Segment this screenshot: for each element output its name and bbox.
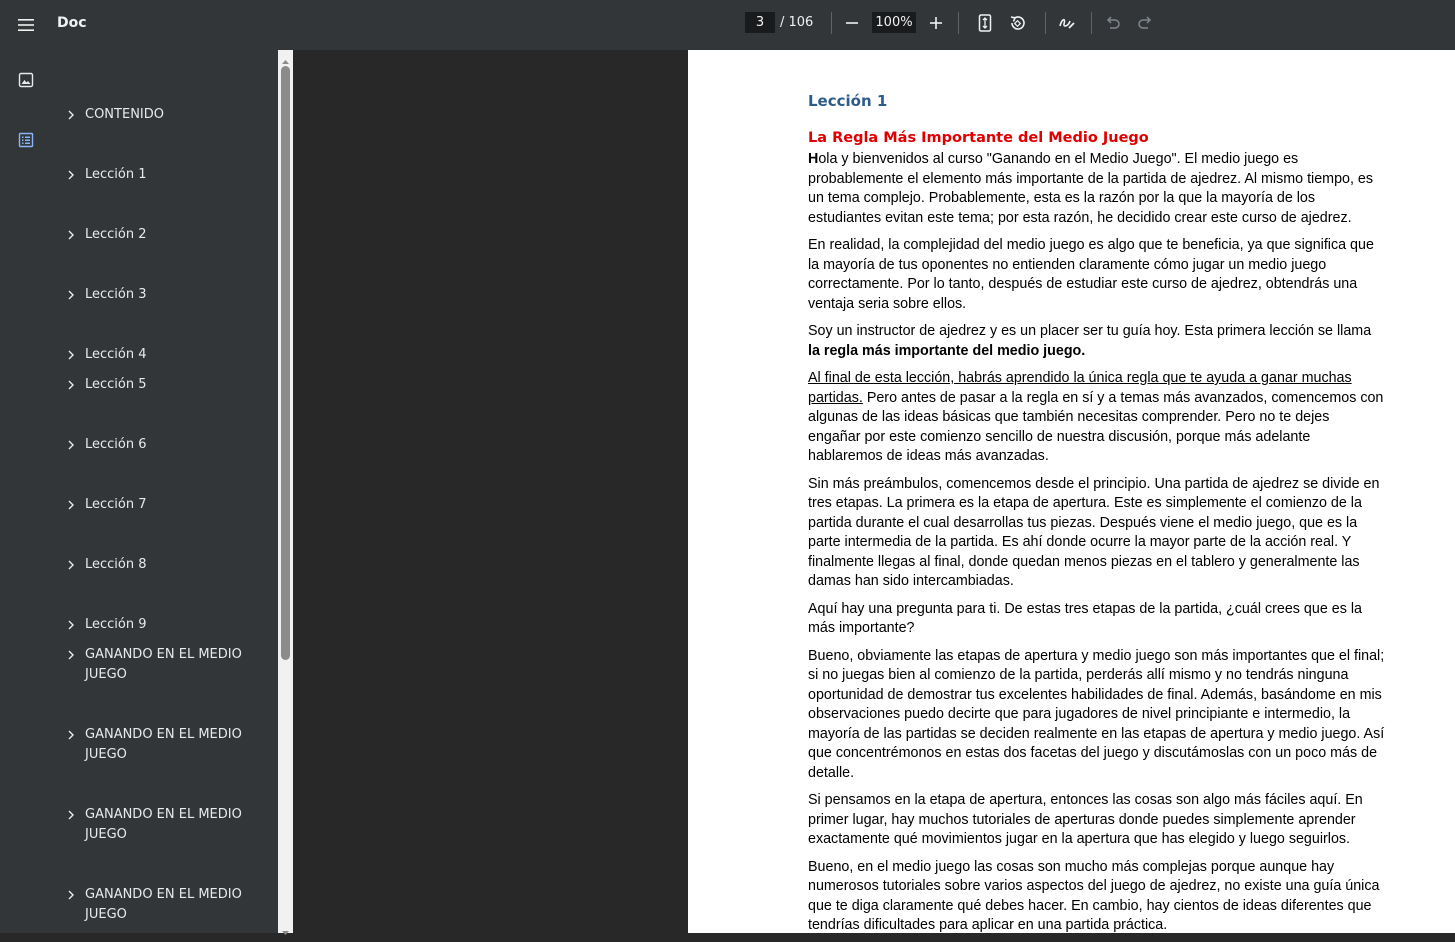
outline-item-label: Lección 4 — [85, 347, 147, 362]
zoom-out-icon[interactable] — [840, 11, 864, 35]
chevron-right-icon[interactable] — [66, 108, 76, 122]
chevron-right-icon[interactable] — [66, 438, 76, 452]
chevron-right-icon[interactable] — [66, 378, 76, 392]
outline-item-label: GANANDO EN EL MEDIO JUEGO — [85, 727, 242, 762]
outline-item-label: Lección 7 — [85, 497, 147, 512]
annotate-icon[interactable] — [1055, 11, 1079, 35]
paragraph: Bueno, en el medio juego las cosas son mucho más complejas porque aunque hay numerosos tutoriales sobre varios aspectos del juego de ajedrez, no existe una guía única que te diga claramente qué debes hacer. En cambio, hay cientos de ideas diferentes que tendrías dificultades para aplicar en una partida práctica. — [808, 858, 1380, 933]
outline-item[interactable] — [66, 888, 256, 925]
paragraph-text: Pero antes de pasar a la regla en sí y a temas más avanzados, comencemos con algunas de las ideas básicas que también necesitas comprender. Pero no te dejes engañar por este comienzo sencillo de nuestra discusión, porque más adelante hablaremos de ideas más avanzadas. — [808, 389, 1384, 464]
paragraph-text: Soy un instructor de ajedrez y es un placer ser tu guía hoy. Esta primera lección se llama — [808, 323, 1372, 339]
chevron-right-icon[interactable] — [66, 168, 76, 182]
outline-sidebar — [0, 50, 278, 933]
outline-item-label: Lección 5 — [85, 377, 147, 392]
page-total: / 106 — [780, 15, 814, 30]
outline-item-label: GANANDO EN EL MEDIO JUEGO — [85, 647, 242, 682]
viewer-background — [293, 50, 688, 933]
chevron-right-icon[interactable] — [66, 728, 76, 742]
outline-item[interactable] — [66, 808, 256, 845]
chevron-right-icon[interactable] — [66, 348, 76, 362]
menu-icon[interactable] — [14, 13, 38, 37]
chevron-right-icon[interactable] — [66, 618, 76, 632]
chevron-right-icon[interactable] — [66, 498, 76, 512]
zoom-level-input[interactable]: 100% — [872, 12, 916, 33]
toolbar-divider — [958, 12, 959, 34]
outline-item-label: GANANDO EN EL MEDIO JUEGO — [85, 887, 242, 922]
outline-item[interactable] — [66, 648, 256, 685]
chevron-right-icon[interactable] — [66, 558, 76, 572]
bold-text: la regla más importante del medio juego. — [808, 342, 1086, 359]
outline-item[interactable] — [66, 168, 256, 185]
paragraph: Bueno, obviamente las etapas de apertura y medio juego son más importantes que el final; si no juegas bien al comienzo de la partida, perderás allí mismo y no tendrás ninguna oportunidad de demostrar tus excelentes habilidades de final. Además, basándome en mis observaciones puedo decirte que para jugadores de nivel principiante e intermedio, la mayoría de las partidas se deciden realmente en las etapas de apertura y medio juego. Así que concentrémonos en estas dos facetas del juego y discutámoslas con un poco más de detalle. — [808, 647, 1385, 781]
outline-item-label: Lección 3 — [85, 287, 147, 302]
outline-item-label: Lección 1 — [85, 167, 147, 182]
outline-item-label: CONTENIDO — [85, 107, 164, 122]
document-title: Doc — [57, 15, 87, 31]
paragraph: Sin más preámbulos, comencemos desde el principio. Una partida de ajedrez se divide en tres etapas. La primera es la etapa de apertura. Este es simplemente el comienzo de la partida durante el cual desarrollas tus piezas. Después viene el medio juego, que es la parte intermedia de la partida. Es ahí donde ocurre la mayor parte de la acción real. Y finalmente llegas al final, donde quedan menos piezas en el tablero y generalmente las damas han sido intercambiadas. — [808, 475, 1380, 589]
outline-item[interactable] — [66, 558, 256, 575]
outline-item[interactable] — [66, 108, 256, 125]
outline-item-label: Lección 8 — [85, 557, 147, 572]
paragraph — [808, 369, 1385, 467]
toolbar-divider — [1091, 12, 1092, 34]
chevron-right-icon[interactable] — [66, 648, 76, 662]
rotate-icon[interactable] — [1005, 11, 1029, 35]
outline-item[interactable] — [66, 438, 256, 455]
outline-item[interactable] — [66, 498, 256, 515]
paragraph — [808, 322, 1385, 361]
thumbnails-icon[interactable] — [18, 72, 36, 90]
underlined-text: Al final de esta lección, habrás aprendido la única regla que te ayuda a ganar muchas partidas. — [808, 370, 1352, 406]
scroll-down-icon[interactable] — [281, 924, 290, 932]
toolbar-divider — [831, 12, 832, 34]
outline-item-label: Lección 9 — [85, 617, 147, 632]
drop-letter: H — [808, 151, 819, 167]
paragraph-text: ola y bienvenidos al curso "Ganando en el Medio Juego". El medio juego es probablemente el elemento más importante de la partida de ajedrez. Al mismo tiempo, es un tema complejo. Probablemente, esta es la razón por la que la mayoría de los estudiantes evitan este tema; por esta razón, he decidido crear este curso de ajedrez. — [808, 151, 1374, 226]
page-number-input[interactable]: 3 — [745, 12, 775, 33]
outline-item[interactable] — [66, 348, 256, 365]
outline-item[interactable] — [66, 288, 256, 305]
paragraph: En realidad, la complejidad del medio juego es algo que te beneficia, ya que significa que la mayoría de tus oponentes no entienden claramente cómo jugar un medio juego correctamente. Por lo tanto, después de estudiar este curso de ajedrez, obtendrás una ventaja seria sobre ellos. — [808, 237, 1374, 312]
fit-page-icon[interactable] — [973, 11, 997, 35]
zoom-in-icon[interactable] — [924, 11, 948, 35]
outline-item-label: GANANDO EN EL MEDIO JUEGO — [85, 807, 242, 842]
outline-item-label: Lección 2 — [85, 227, 147, 242]
paragraph: Aquí hay una pregunta para ti. De estas tres etapas de la partida, ¿cuál crees que es la más importante? — [808, 600, 1362, 636]
outline-icon[interactable] — [18, 132, 36, 150]
lesson-subtitle: La Regla Más Importante del Medio Juego — [808, 129, 1149, 146]
chevron-right-icon[interactable] — [66, 888, 76, 902]
outline-item[interactable] — [66, 728, 256, 765]
top-toolbar — [0, 0, 1455, 50]
outline-item-label: Lección 6 — [85, 437, 147, 452]
lesson-heading: Lección 1 — [808, 92, 888, 110]
document-page — [688, 50, 1455, 933]
toolbar-divider — [1045, 12, 1046, 34]
scroll-up-icon[interactable] — [281, 53, 290, 61]
outline-item[interactable] — [66, 378, 256, 395]
undo-icon[interactable] — [1101, 11, 1125, 35]
chevron-right-icon[interactable] — [66, 228, 76, 242]
paragraph — [808, 150, 1385, 228]
paragraph: Si pensamos en la etapa de apertura, entonces las cosas son algo más fáciles aquí. En primer lugar, hay muchos tutoriales de aperturas donde puedes simplemente aprender exactamente qué movimientos jugar en la apertura que has elegido y luego seguirlos. — [808, 792, 1363, 847]
page-content — [808, 90, 1385, 933]
sidebar-scroll-thumb[interactable] — [281, 66, 290, 660]
redo-icon[interactable] — [1133, 11, 1157, 35]
chevron-right-icon[interactable] — [66, 288, 76, 302]
outline-item[interactable] — [66, 228, 256, 245]
chevron-right-icon[interactable] — [66, 808, 76, 822]
outline-item[interactable] — [66, 618, 256, 635]
